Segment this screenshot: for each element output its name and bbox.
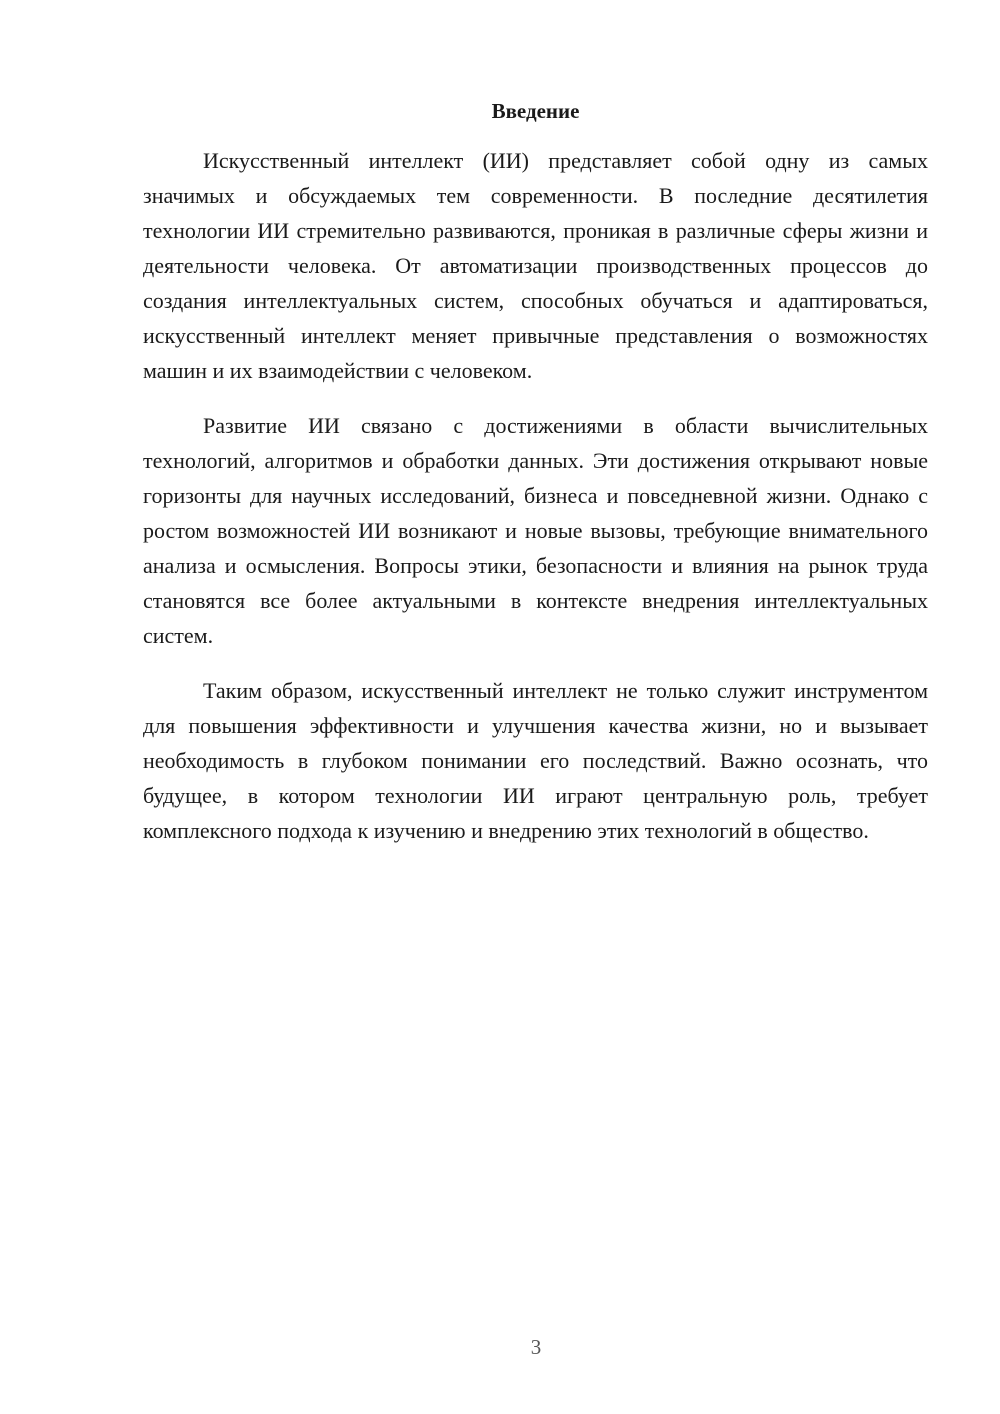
paragraph-2: Развитие ИИ связано с достижениями в области вычислительных технологий, алгоритмов и обработки данных. Эти достижения открывают новые горизонты для научных исследований, бизнеса и повседневной жизни. Однако с ростом возможностей ИИ возникают и новые вызовы, требующие внимательного анализа и осмысления. Вопросы этики, безопасности и влияния на рынок труда становятся все более актуальными в контексте внедрения интеллектуальных систем.	[143, 413, 928, 648]
paragraph-1: Искусственный интеллект (ИИ) представляет собой одну из самых значимых и обсуждаемых тем современности. В последние десятилетия технологии ИИ стремительно развиваются, проникая в различные сферы жизни и деятельности человека. От автоматизации производственных процессов до создания интеллектуальных систем, способных обучаться и адаптироваться, искусственный интеллект меняет привычные представления о возможностях машин и их взаимодействии с человеком.	[143, 148, 928, 383]
section-heading: Введение	[491, 99, 580, 123]
paragraph-3: Таким образом, искусственный интеллект не только служит инструментом для повышения эффективности и улучшения качества жизни, но и вызывает необходимость в глубоком понимании его последствий. Важно осознать, что будущее, в котором технологии ИИ играют центральную роль, требует комплексного подхода к изучению и внедрению этих технологий в общество.	[143, 678, 928, 843]
page-number: 3	[530, 1335, 542, 1359]
body-text	[143, 143, 928, 868]
